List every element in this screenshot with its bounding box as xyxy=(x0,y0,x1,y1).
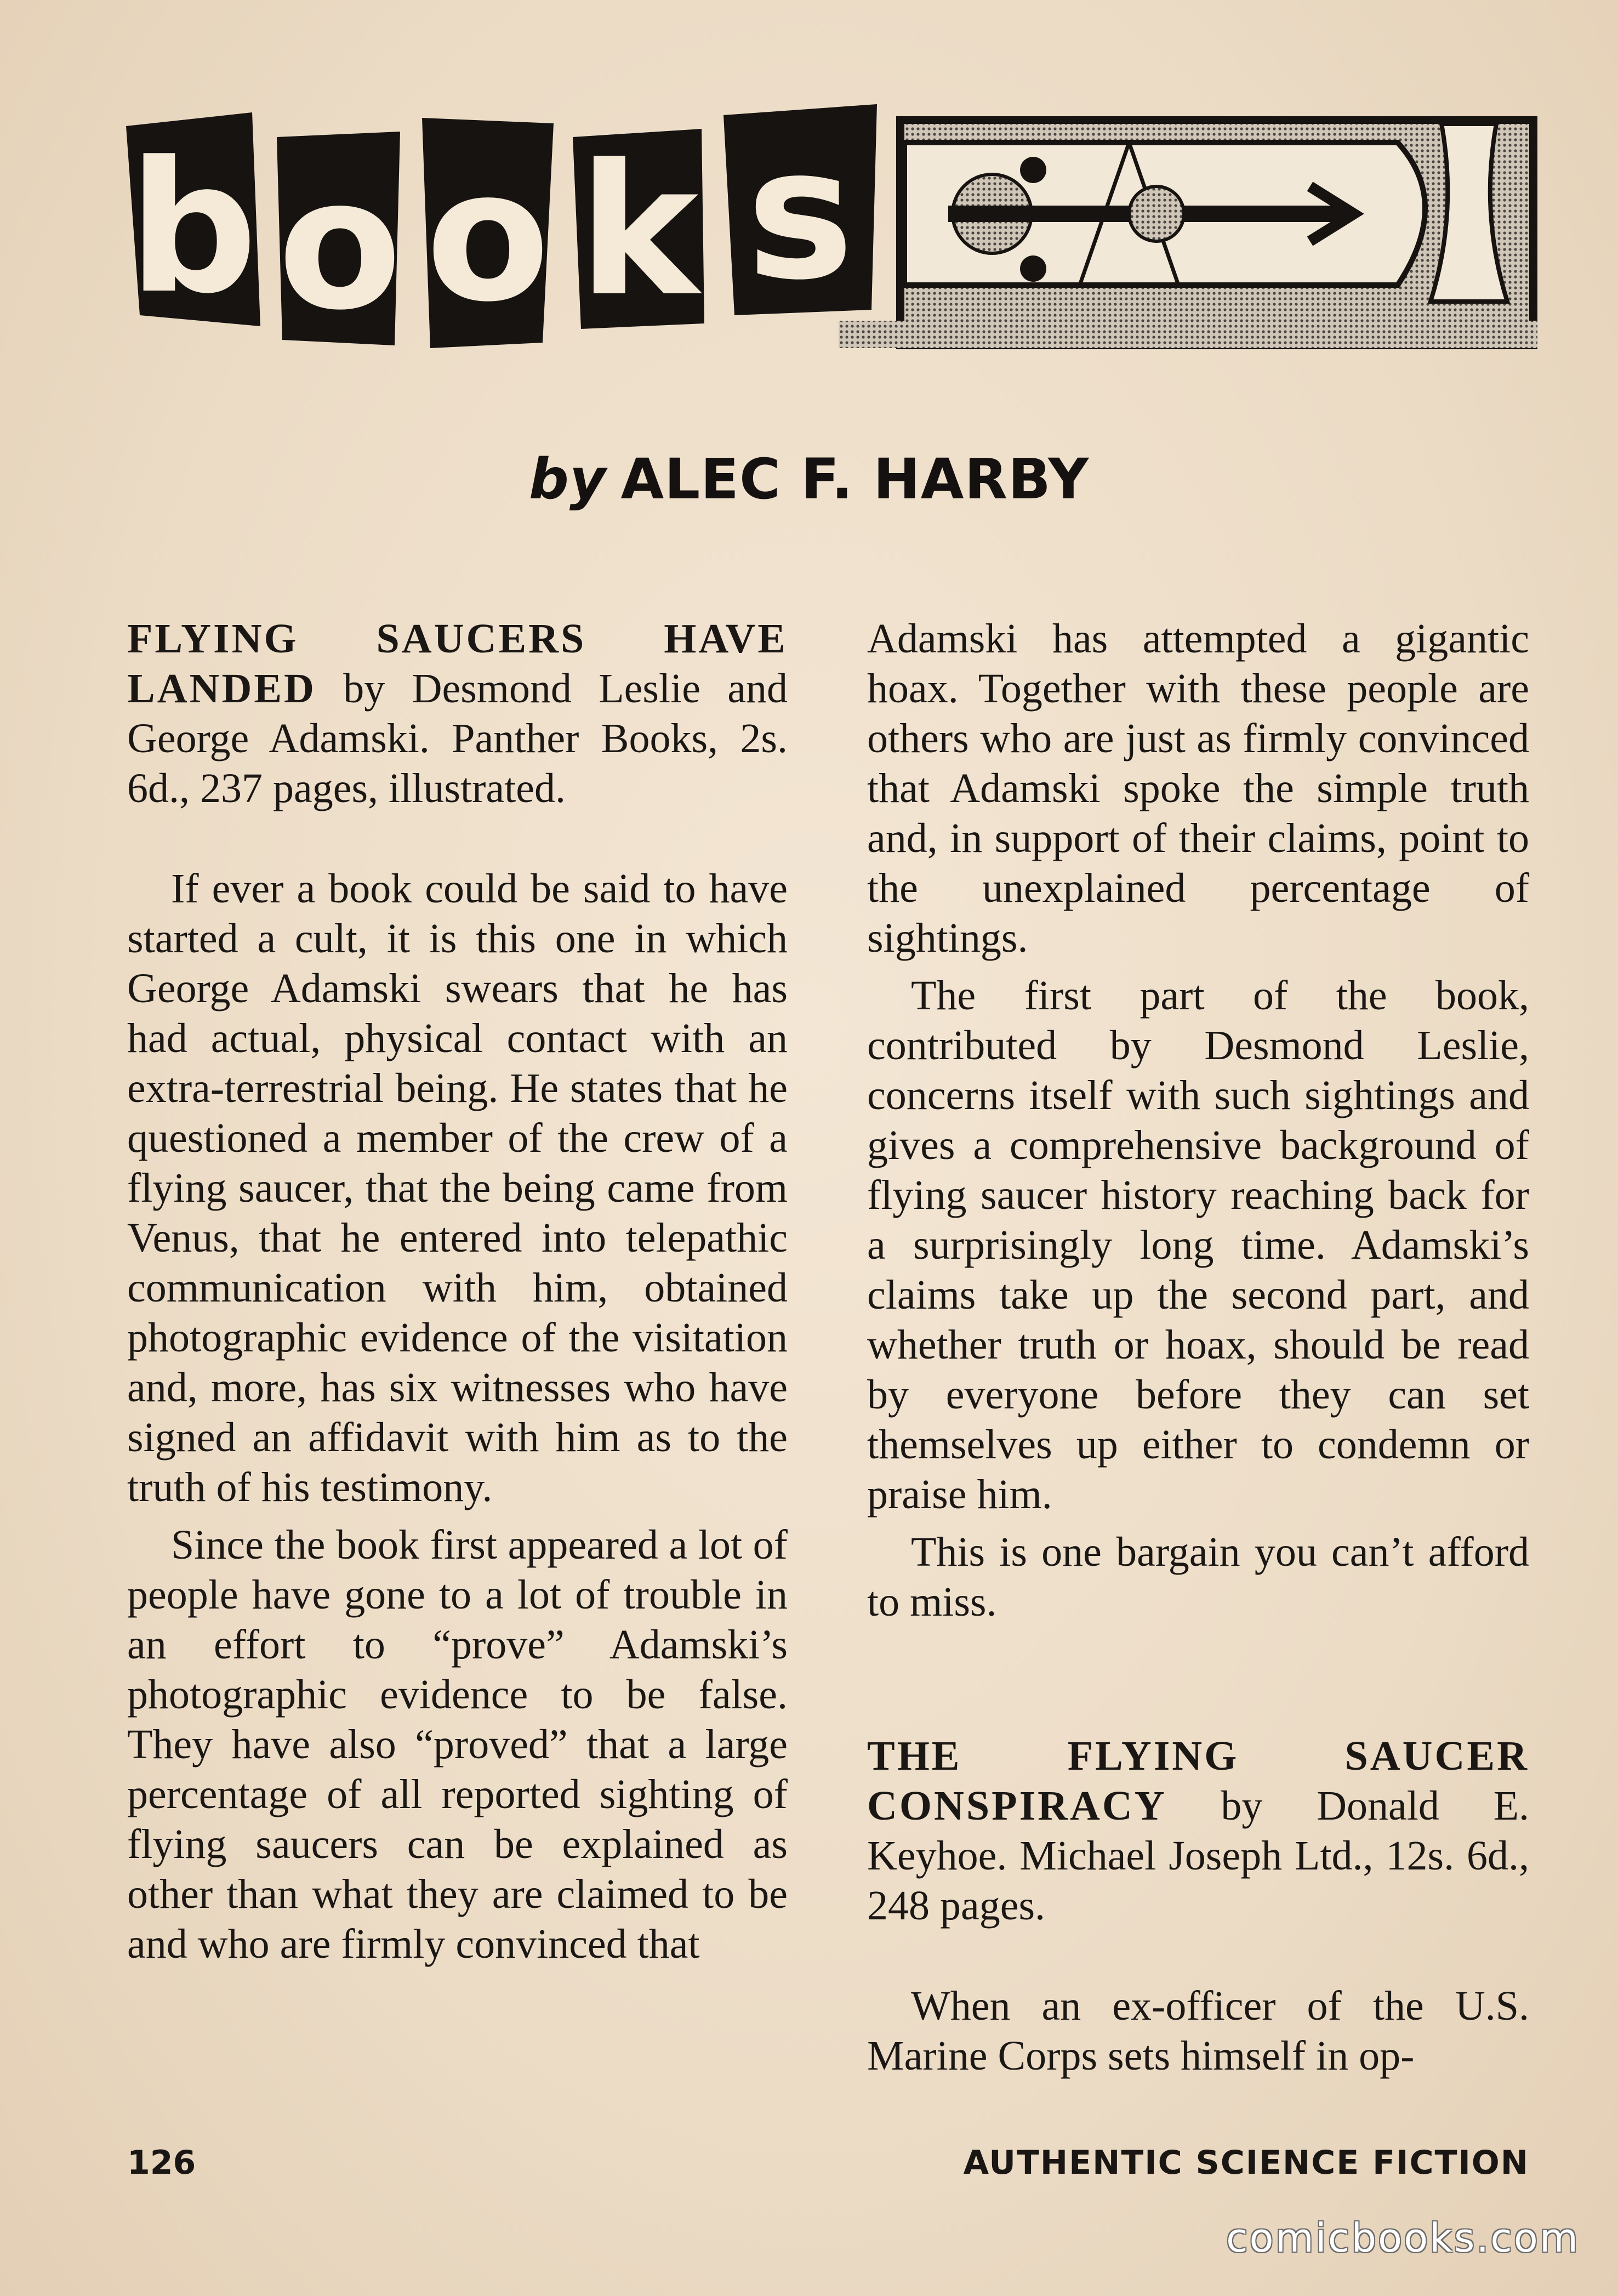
review1-paragraph-1: If ever a book could be said to have started a cult, it is this one in which George Adamski swears that he has had actual, physical contact with an extra-terrestrial being. He states that he questioned a member of the crew of a flying saucer, that the being came from Venus, that he entered into telepathic communication with him, obtained photographic evidence of the visitation and, more, has six witnesses who have signed an affidavit with him as to the truth of his testimony. xyxy=(127,866,788,1510)
review2-title: THE FLYING SAUCER CONSPIRACY xyxy=(867,1733,1529,1829)
review1-title: FLYING SAUCERS HAVE LANDED xyxy=(127,616,788,712)
review2-heading xyxy=(867,1731,1529,1931)
svg-text:s: s xyxy=(746,109,854,320)
page-number: 126 xyxy=(127,2144,196,2182)
logo-letter-k xyxy=(573,126,704,336)
svg-text:o: o xyxy=(277,139,402,350)
review1-paragraph-3: Adamski has attempted a gigantic hoax. Together with these people are others who are just as firmly convinced that Adamski spoke the simple truth and, in support of their claims, point to the unexplained percentage of sightings. xyxy=(867,616,1529,961)
running-footer-title: AUTHENTIC SCIENCE FICTION xyxy=(963,2144,1529,2182)
column-left xyxy=(127,614,788,1969)
byline xyxy=(0,447,1618,512)
books-header-logo xyxy=(126,104,1540,362)
logo-letter-o-1 xyxy=(277,132,402,350)
review1-paragraph-2: Since the book first appeared a lot of people have gone to a lot of trouble in an effort to “prove” Adamski’s photographic evidence to be false. They have also “proved” that a large percentage of all reported sighting of flying saucers can be explained as other than what they are claimed to be and who are firmly convinced that xyxy=(127,1522,788,1967)
review2-paragraph-1: When an ex-officer of the U.S. Marine Corps sets himself in op- xyxy=(867,1983,1529,2079)
byline-author: ALEC F. HARBY xyxy=(620,447,1090,512)
svg-text:b: b xyxy=(128,123,258,333)
logo-letter-s xyxy=(723,104,877,320)
byline-prefix: by xyxy=(528,447,607,512)
review1-paragraph-4: The first part of the book, contributed by Desmond Leslie, concerns itself with such sightings and gives a comprehensive background of flying saucer history reaching back for a surprisingly long time. Adamski’s claims take up the second part, and whether truth or hoax, should be read by everyone before they can set themselves up either to condemn or praise him. xyxy=(867,973,1529,1518)
logo-letter-o-2 xyxy=(422,118,554,348)
review2-details: by Donald E. Keyhoe. Michael Joseph Ltd., 12s. 6d., 248 pages. xyxy=(867,1783,1529,1929)
logo-letter-b xyxy=(126,112,260,333)
review1-heading xyxy=(127,614,788,814)
column-right xyxy=(867,614,1529,2081)
svg-text:o: o xyxy=(425,131,550,342)
rocket-illustration xyxy=(839,116,1537,349)
books-logo-illustration xyxy=(126,104,1540,362)
svg-text:k: k xyxy=(578,126,699,336)
review1-details: by Desmond Leslie and George Adamski. Panther Books, 2s. 6d., 237 pages, illustrated. xyxy=(127,666,788,811)
review1-paragraph-5: This is one bargain you can’t afford to miss. xyxy=(867,1529,1529,1625)
watermark: comicbooks.com xyxy=(1226,2215,1580,2261)
